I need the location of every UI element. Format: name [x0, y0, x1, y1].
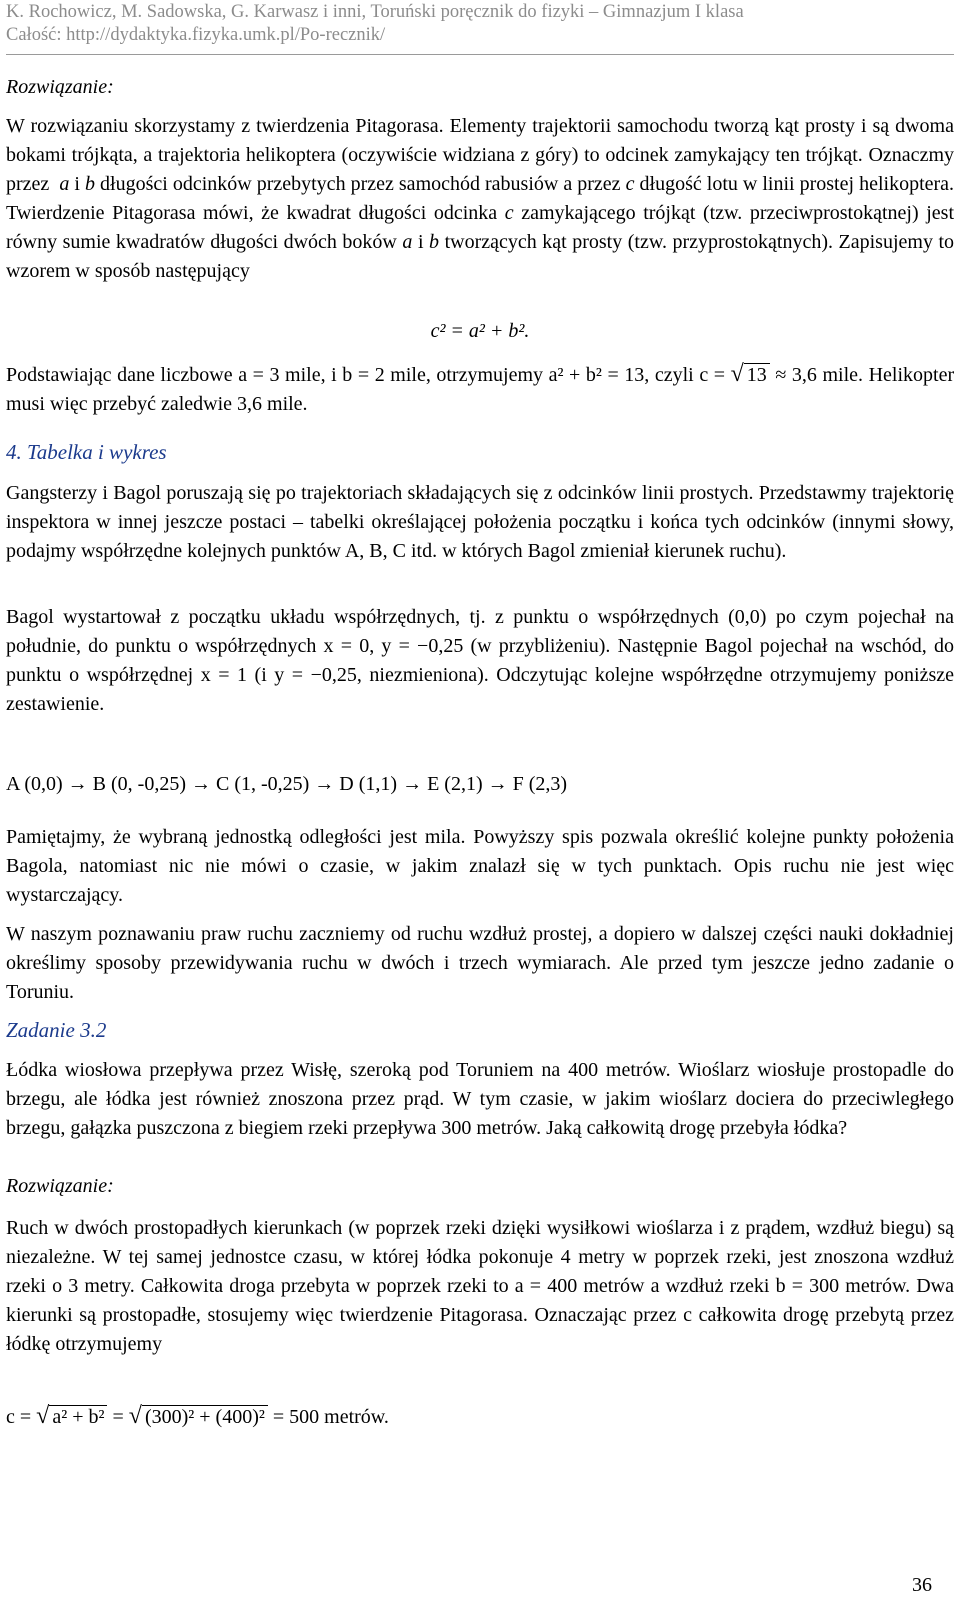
- section4-paragraph-1: [6, 479, 954, 566]
- page-number: 36: [912, 1574, 932, 1596]
- section4-paragraph-2: [6, 603, 954, 719]
- formula-lhs: c =: [6, 1406, 32, 1428]
- radicand-numeric: (300)² + (400)²: [142, 1405, 268, 1428]
- sqrt-numeric: [129, 1400, 268, 1433]
- solution-text-3: długość lotu w linii prostej helikoptera. Twierdzenie Pitagorasa mówi, że kwadrat długości odcinka: [6, 173, 955, 224]
- solution-text-and: i: [74, 173, 80, 195]
- task-heading-3-2: Zadanie 3.2: [6, 1018, 107, 1042]
- var-b: b: [84, 173, 95, 195]
- solution-text-2: długości odcinków przebytych przez samochód rabusiów a przez: [100, 173, 621, 195]
- points-sequence: [6, 770, 954, 799]
- solution-paragraph-1: [6, 112, 954, 286]
- solution-text-1: W rozwiązaniu skorzystamy z twierdzenia Pitagorasa. Elementy trajektorii samochodu tworzą kąt prosty i są dwoma bokami trójkąta, a trajektoria helikoptera (oczywiście widziana z góry) to odcinek zamykający ten trójkąt. Oznaczmy przez: [6, 115, 954, 195]
- task-statement: [6, 1056, 954, 1143]
- result-text: ≈ 3,6 mile. Helikopter musi więc przebyć zaledwie 3,6 mile.: [6, 364, 955, 415]
- solution-paragraph-2: [6, 360, 954, 419]
- final-formula: [6, 1400, 954, 1433]
- radical-sign: √: [36, 1403, 50, 1429]
- radicand-13: 13: [744, 363, 770, 386]
- sqrt-a2-b2: [36, 1400, 107, 1433]
- section4-text-4: W naszym poznawaniu praw ruchu zaczniemy od ruchu wzdłuż prostej, a dopiero w dalszej części nauki dokładniej określimy sposoby przewidywania ruchu w dwóch i trzech wymiarach. Ale przed tym jeszcze jedno zadanie o Toruniu.: [6, 923, 954, 1003]
- section4-paragraph-3: [6, 823, 954, 910]
- sqrt-13: [731, 360, 770, 390]
- header-url: Całość: http://dydaktyka.fizyka.umk.pl/Po-recznik/: [6, 25, 386, 45]
- solution-label-2: Rozwiązanie:: [6, 1175, 114, 1197]
- section4-paragraph-4: [6, 920, 954, 1007]
- task-solution-text: Ruch w dwóch prostopadłych kierunkach (w poprzek rzeki dzięki wysiłkowi wioślarza i z prądem, wzdłuż biegu) są niezależne. W tej samej jednostce czasu, w której łódka pokonuje 4 metry w poprzek rzeki, jest znoszona wzdłuż rzeki o 3 metry. Całkowita droga przebyta w poprzek rzeki to a = 400 metrów a wzdłuż rzeki b = 300 metrów. Dwa kierunki są prostopadłe, stosujemy więc twierdzenie Pitagorasa. Oznaczając przez c całkowita drogę przebytą przez łódkę otrzymujemy: [6, 1217, 954, 1355]
- task-text: Łódka wiosłowa przepływa przez Wisłę, szeroką pod Toruniem na 400 metrów. Wioślarz wiosłuje prostopadle do brzegu, ale łódka jest również znoszona przez prąd. W tym czasie, w jakim wioślarz dociera do przeciwległego brzegu, gałązka puszczona z biegiem rzeki przepływa 300 metrów. Jaką całkowitą drogę przebyła łódka?: [6, 1059, 954, 1139]
- var-c-2: c: [504, 202, 514, 224]
- solution-label: Rozwiązanie:: [6, 76, 114, 98]
- var-b-2: b: [429, 231, 440, 253]
- var-a: a: [59, 173, 70, 195]
- solution-text-and-2: i: [417, 231, 424, 253]
- var-a-2: a: [402, 231, 413, 253]
- section4-text-1: Gangsterzy i Bagol poruszają się po trajektoriach składających się z odcinków linii prostych. Przedstawmy trajektorię inspektora w innej jeszcze postaci – tabelki określającej położenia początku i końca tych odcinków (innymi słowy, podajmy współrzędne kolejnych punktów A, B, C itd. w których Bagol zmieniał kierunek ruchu).: [6, 482, 954, 562]
- header-rule: [6, 54, 954, 55]
- section-heading-4: 4. Tabelka i wykres: [6, 440, 167, 464]
- header-title: K. Rochowicz, M. Sadowska, G. Karwasz i inni, Toruński poręcznik do fizyki – Gimnazjum I klasa: [6, 2, 744, 22]
- formula-equals: =: [112, 1406, 124, 1428]
- radical-sign: √: [730, 361, 744, 387]
- var-c: c: [625, 173, 635, 195]
- sum-of-squares: a² + b² = 13, czyli: [548, 364, 694, 386]
- section4-text-2: Bagol wystartował z początku układu współrzędnych, tj. z punktu o współrzędnych (0,0) po czym pojechał na południe, do punktu o współrzędnych x = 0, y = −0,25 (w przybliżeniu). Następnie Bagol pojechał na wschód, do punktu o współrzędnej x = 1 (i y = −0,25, niezmieniona). Odczytując kolejne współrzędne otrzymujemy poniższe zestawienie.: [6, 606, 954, 715]
- points-list: A (0,0) → B (0, -0,25) → C (1, -0,25) → D (1,1) → E (2,1) → F (2,3): [6, 773, 568, 795]
- solution-text-5: tworzących kąt prosty (tzw. przyprostokątnych). Zapisujemy to wzorem w sposób następujący: [6, 231, 955, 282]
- running-header: [6, 0, 954, 55]
- radical-sign: √: [128, 1403, 142, 1429]
- value-a: a = 3 mile, i: [238, 364, 337, 386]
- section4-text-3: Pamiętajmy, że wybraną jednostką odległości jest mila. Powyższy spis pozwala określić kolejne punkty położenia Bagola, natomiast nic nie mówi o czasie, w jakim znalazł się w tych punktach. Opis ruchu nie jest więc wystarczający.: [6, 826, 954, 906]
- pythagoras-equation: c² = a² + b².: [430, 320, 530, 342]
- formula-result: = 500 metrów.: [272, 1406, 389, 1428]
- substitution-text: Podstawiając dane liczbowe: [6, 364, 233, 386]
- value-b: b = 2 mile, otrzymujemy: [342, 364, 544, 386]
- value-c-label: c =: [699, 364, 726, 386]
- task-solution: [6, 1214, 954, 1359]
- radicand-a2-b2: a² + b²: [49, 1405, 107, 1428]
- solution-text-4: zamykającego trójkąt (tzw. przeciwprostokątnej) jest równy sumie kwadratów długości dwóch boków: [6, 202, 955, 253]
